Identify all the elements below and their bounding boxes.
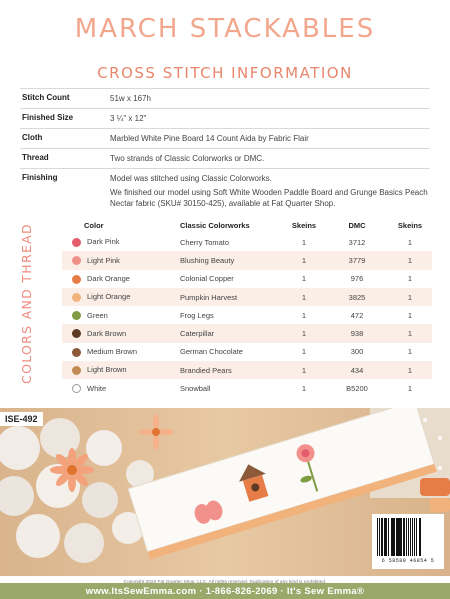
dmc-skeins: 1: [388, 251, 432, 269]
dmc-skeins: 1: [388, 324, 432, 342]
color-cell: [62, 233, 178, 251]
color-name: Dark Brown: [87, 328, 127, 338]
dmc-number: 976: [350, 274, 364, 284]
color-row: [62, 251, 432, 269]
barcode-bar: [421, 518, 422, 556]
info-value: 51w x 167h: [110, 94, 151, 103]
dmc-skeins: 1: [407, 237, 413, 247]
info-value: Marbled White Pine Board 14 Count Aida by Fabric Flair: [110, 134, 309, 143]
classic-colorworks-name: Snowball: [180, 384, 211, 394]
page-title: MARCH STACKABLES: [74, 14, 376, 44]
info-label: Finishing: [22, 173, 58, 182]
color-row: [62, 379, 432, 397]
info-row-cloth: [20, 129, 430, 149]
color-row: [62, 343, 432, 361]
color-swatch: [72, 311, 81, 320]
info-value: [110, 173, 430, 212]
info-table: [20, 88, 430, 216]
color-cell: [62, 361, 178, 379]
color-swatch: [72, 384, 81, 393]
info-label: Stitch Count: [22, 93, 70, 102]
header-dmc: DMC: [348, 221, 366, 230]
dmc-skeins: 1: [407, 347, 413, 357]
color-row: [62, 306, 432, 324]
color-table-body: [62, 233, 432, 398]
color-swatch: [72, 256, 81, 265]
dmc-skeins: 1: [407, 310, 413, 320]
info-row-finishing: [20, 169, 430, 216]
header-skeins-cc: Skeins: [291, 221, 317, 230]
cc-skeins: 1: [282, 324, 326, 342]
dmc-number: B5200: [346, 384, 368, 394]
color-swatch: [72, 348, 81, 357]
color-swatch: [72, 238, 81, 247]
page-subtitle: CROSS STITCH INFORMATION: [97, 64, 353, 82]
info-label: Cloth: [22, 133, 43, 142]
footer-contact: www.ItsSewEmma.com · 1-866-826-2069 · It's Sew Emma®: [85, 585, 365, 597]
color-swatch: [72, 329, 81, 338]
dmc-skeins: 1: [407, 384, 413, 394]
info-label: Finished Size: [22, 113, 74, 122]
sku-label: ISE-492: [0, 412, 43, 426]
info-row-thread: [20, 149, 430, 169]
color-name: Light Brown: [87, 365, 127, 375]
color-row: [62, 361, 432, 379]
color-table: [62, 218, 432, 398]
cc-skeins: 1: [301, 347, 307, 357]
cc-skeins: 1: [282, 251, 326, 269]
classic-colorworks-name: Cherry Tomato: [180, 237, 230, 247]
color-cell: [62, 306, 178, 324]
color-cell: [62, 324, 178, 342]
color-row: [62, 233, 432, 251]
color-cell: [62, 379, 178, 397]
color-cell: [62, 288, 178, 306]
cc-skeins: 1: [301, 310, 307, 320]
info-value: Two strands of Classic Colorworks or DMC.: [110, 154, 265, 163]
dmc-number: 300: [350, 347, 364, 357]
color-name: Green: [87, 310, 108, 320]
classic-colorworks-name: German Chocolate: [180, 347, 243, 357]
finishing-note: Model was stitched using Classic Colorworks.: [110, 174, 272, 183]
cc-skeins: 1: [301, 237, 307, 247]
cc-skeins: 1: [282, 361, 326, 379]
dmc-number: 472: [350, 310, 364, 320]
classic-colorworks-name: Colonial Copper: [180, 274, 234, 284]
classic-colorworks-name: Caterpillar: [178, 324, 282, 342]
color-name: Dark Orange: [87, 273, 130, 283]
classic-colorworks-name: Brandied Pears: [178, 361, 282, 379]
color-name: Light Pink: [87, 255, 120, 265]
dmc-number: 3779: [326, 251, 388, 269]
cc-skeins: 1: [301, 274, 307, 284]
color-cell: [62, 343, 178, 361]
dmc-number: 938: [326, 324, 388, 342]
barcode: [372, 514, 444, 569]
footer-band: [0, 583, 450, 599]
info-label: Thread: [22, 153, 49, 162]
finishing-details: We finished our model using Soft White Wooden Paddle Board and Grunge Basics Peach Nectar fabric (SKU# 30150-425), available at Fat Quarter Shop.: [110, 188, 428, 208]
dmc-skeins: 1: [407, 274, 413, 284]
cc-skeins: 1: [282, 288, 326, 306]
dmc-skeins: 1: [388, 361, 432, 379]
color-name: Dark Pink: [87, 237, 120, 247]
header-classic-colorworks: Classic Colorworks: [180, 221, 250, 230]
color-cell: [62, 270, 178, 288]
dmc-number: 434: [326, 361, 388, 379]
classic-colorworks-name: Pumpkin Harvest: [178, 288, 282, 306]
info-value: 3 ¼" x 12": [110, 114, 147, 123]
colors-section-label: [14, 214, 38, 392]
classic-colorworks-name: Blushing Beauty: [178, 251, 282, 269]
footer: [0, 585, 450, 599]
cc-skeins: 1: [301, 384, 307, 394]
color-name: Light Orange: [87, 292, 131, 302]
color-cell: [62, 251, 178, 269]
side-label-text: COLORS AND THREAD: [18, 222, 34, 384]
dmc-number: 3825: [326, 288, 388, 306]
info-row-finished-size: [20, 109, 430, 129]
dmc-skeins: 1: [388, 288, 432, 306]
color-row: [62, 288, 432, 306]
color-name: Medium Brown: [87, 347, 138, 357]
color-row: [62, 324, 432, 342]
header-skeins-dmc: Skeins: [397, 221, 423, 230]
info-row-stitch-count: [20, 88, 430, 109]
color-table-header: [62, 218, 432, 233]
color-swatch: [72, 366, 81, 375]
color-swatch: [72, 293, 81, 302]
color-row: [62, 270, 432, 288]
dmc-number: 3712: [348, 237, 366, 247]
header-color: Color: [84, 221, 104, 230]
classic-colorworks-name: Frog Legs: [180, 310, 214, 320]
color-swatch: [72, 275, 81, 284]
barcode-number: 6 58580 46854 5: [381, 558, 435, 564]
color-name: White: [87, 383, 107, 393]
barcode-bars: [377, 518, 439, 556]
